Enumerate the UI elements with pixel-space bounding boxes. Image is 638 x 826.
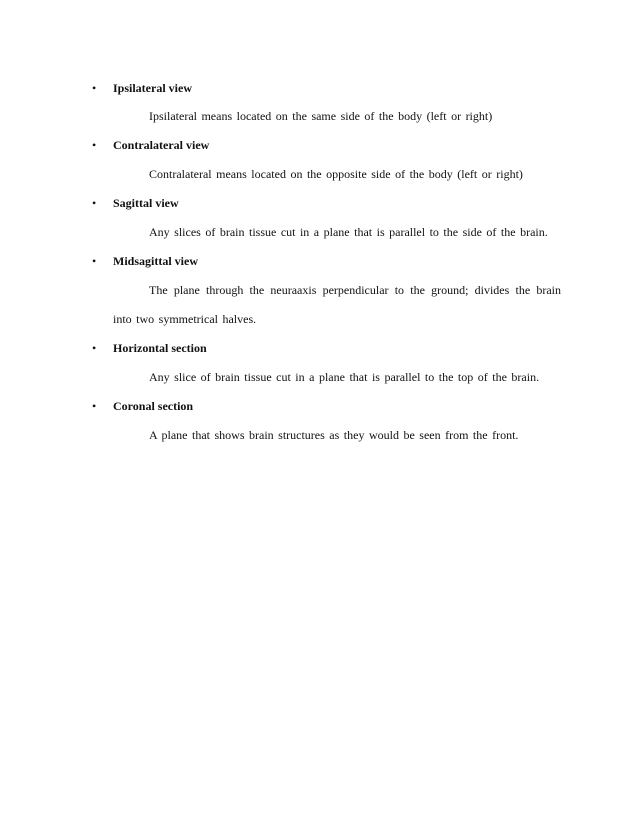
bullet-glyph: • xyxy=(92,399,97,413)
term-definition-continuation: into two symmetrical halves. xyxy=(113,312,257,326)
term-definition: A plane that shows brain structures as they would be seen from the front. xyxy=(149,428,519,442)
term-definition: Any slices of brain tissue cut in a plane that is parallel to the side of the brain. xyxy=(149,225,548,239)
bullet-glyph: • xyxy=(92,138,97,152)
bullet-glyph: • xyxy=(92,254,97,268)
term-heading: Horizontal section xyxy=(113,341,207,355)
bullet-glyph: • xyxy=(92,196,97,210)
bullet-glyph: • xyxy=(92,341,97,355)
term-heading: Coronal section xyxy=(113,399,194,413)
term-definition: Contralateral means located on the opposite side of the body (left or right) xyxy=(149,167,523,181)
term-heading: Contralateral view xyxy=(113,138,210,152)
term-definition: Any slice of brain tissue cut in a plane that is parallel to the top of the brain. xyxy=(149,370,540,384)
term-definition: The plane through the neuraaxis perpendicular to the ground; divides the brain xyxy=(149,283,561,297)
term-heading: Ipsilateral view xyxy=(113,81,192,95)
bullet-glyph: • xyxy=(92,81,97,95)
term-heading: Midsagittal view xyxy=(113,254,198,268)
term-definition: Ipsilateral means located on the same side of the body (left or right) xyxy=(149,109,493,123)
term-heading: Sagittal view xyxy=(113,196,179,210)
